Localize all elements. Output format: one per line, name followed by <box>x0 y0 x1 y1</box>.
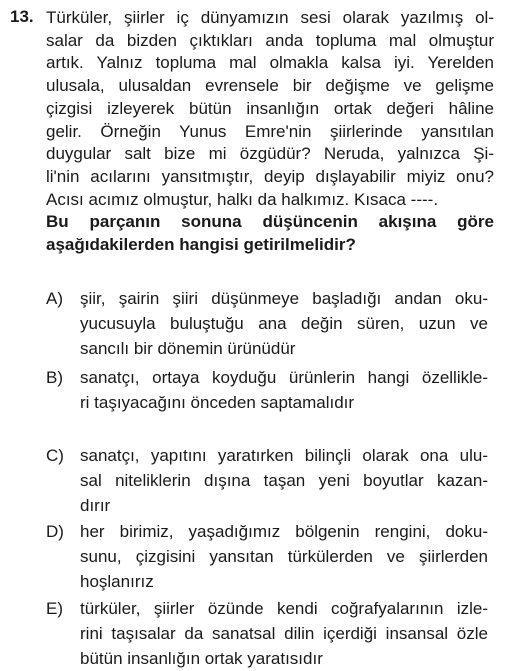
option-line: dırır <box>80 496 111 515</box>
option-letter: B) <box>46 368 63 387</box>
option-line: türküler, şiirler özünde kendi coğrafyalarının izle- <box>80 599 488 618</box>
passage-line: Türküler, şiirler iç dünyamızın sesi olarak yazılmış ol- <box>46 8 494 27</box>
stem-line: Bu parçanın sonuna düşüncenin akışına göre <box>46 212 494 231</box>
option-line: şiir, şairin şiiri düşünmeye başladığı andan oku- <box>80 289 488 308</box>
option-line: yucusuyla buluştuğu ana değin süren, uzun ve <box>80 314 488 333</box>
option-line: sanatçı, yapıtını yaratırken bilinçli olarak ona ulu- <box>80 446 488 465</box>
question-number: 13. <box>10 7 34 26</box>
option-line: bütün insanlığın ortak yaratısıdır <box>80 649 323 668</box>
option-letter: A) <box>46 289 63 308</box>
passage-line: artık. Yalnız topluma mal olmakla kalsa iyi. Yerelden <box>46 53 494 73</box>
option-line: hoşlanırız <box>80 572 154 591</box>
passage-line: Acısı acımız olmuştur, halkı da halkımız. Kısaca ----. <box>46 189 439 209</box>
option-line: sancılı bir dönemin ürünüdür <box>80 339 296 358</box>
option-letter: C) <box>46 446 64 465</box>
passage-line: ulusala, ulusaldan evrensele bir değişme ve gelişme <box>46 76 494 96</box>
option-line: sal niteliklerin dışına taşan yeni boyutlar kazan- <box>80 471 488 490</box>
option-text <box>80 443 488 518</box>
option-line: ri taşıyacağını önceden saptamalıdır <box>80 393 355 412</box>
option-text <box>80 286 488 361</box>
option-text <box>80 596 488 671</box>
option-line: sanatçı, ortaya koyduğu ürünlerin hangi özellikle- <box>80 368 488 387</box>
stem-line: aşağıdakilerden hangisi getirilmelidir? <box>46 235 356 254</box>
passage-line: salar da bizden çıktıkları anda topluma mal olmuştur <box>46 30 494 50</box>
option-text <box>80 519 488 594</box>
option-line: rini taşısalar da sanatsal dilin içerdiği insansal özle <box>80 624 488 643</box>
option-letter: D) <box>46 522 64 541</box>
question-stem <box>46 210 494 256</box>
passage-line: duygular salt bize mi özgüdür? Neruda, yalnızca Şi- <box>46 144 494 164</box>
passage <box>46 7 494 211</box>
option-line: sunu, çizgisini yansıtan türkülerden ve şiirlerden <box>80 547 488 566</box>
passage-line: gelir. Örneğin Yunus Emre'nin şiirlerinde yansıtılan <box>46 121 494 141</box>
option-letter: E) <box>46 599 63 618</box>
option-line: her birimiz, yaşadığımız bölgenin rengini, doku- <box>80 522 488 541</box>
passage-line: li'nin acılarını yansıtmıştır, deyip dışlayabilir miyiz onu? <box>46 166 494 186</box>
passage-line: çizgisi izleyerek bütün insanlığın ortak değeri hâline <box>46 98 494 118</box>
option-text <box>80 365 488 415</box>
